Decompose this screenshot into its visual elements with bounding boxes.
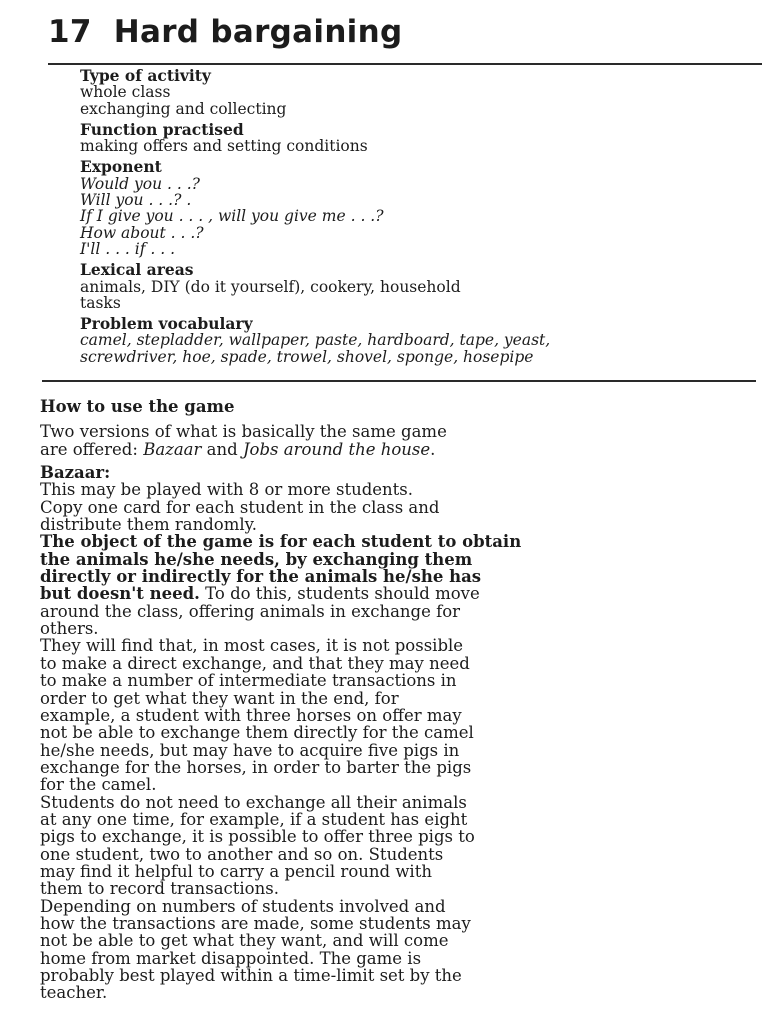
function-practised-line: making offers and setting conditions	[80, 137, 368, 156]
body-line: Students do not need to exchange all their animals	[40, 792, 467, 812]
body-line	[40, 585, 752, 602]
body-line: pigs to exchange, it is possible to offer three pigs to	[40, 827, 475, 847]
intro-end: .	[430, 439, 436, 459]
body-line: how the transactions are made, some students may	[40, 913, 471, 933]
body-lines-a	[40, 481, 752, 533]
type-of-activity-label: Type of activity	[80, 66, 211, 85]
intro-line	[40, 441, 752, 458]
body-line: may find it helpful to carry a pencil round with	[40, 861, 432, 881]
body-line: This may be played with 8 or more students.	[40, 480, 414, 500]
problem-vocabulary-line: camel, stepladder, wallpaper, paste, hardboard, tape, yeast,	[80, 331, 551, 350]
how-to-use-heading: How to use the game	[40, 397, 235, 416]
exponent-line: How about . . .?	[80, 223, 204, 242]
type-of-activity-section	[80, 68, 750, 117]
body-line: to make a number of intermediate transactions in	[40, 671, 457, 691]
body-line: distribute them randomly.	[40, 515, 257, 535]
top-divider	[48, 63, 762, 65]
chapter-heading	[48, 14, 402, 50]
body-line: them to record transactions.	[40, 879, 279, 899]
lexical-areas-line: tasks	[80, 293, 121, 312]
body-line: order to get what they want in the end, for	[40, 688, 399, 708]
body-line: The object of the game is for each student to obtain	[40, 532, 522, 552]
body-line: directly or indirectly for the animals he/she has	[40, 567, 482, 587]
body-line: not be able to get what they want, and will come	[40, 931, 449, 951]
exponent-line: If I give you . . . , will you give me . . .?	[80, 207, 384, 226]
game-title-jobs: Jobs around the house	[242, 439, 431, 459]
body-line: at any one time, for example, if a student has eight	[40, 809, 468, 829]
exponent-label: Exponent	[80, 157, 162, 177]
body-line: others.	[40, 619, 99, 639]
problem-vocabulary-section	[80, 316, 750, 365]
lexical-areas-section	[80, 262, 750, 311]
body-line: around the class, offering animals in exchange for	[40, 601, 461, 621]
how-to-use-section	[40, 398, 752, 1002]
chapter-number: 17	[48, 14, 92, 50]
body-line: home from market disappointed. The game is	[40, 948, 422, 968]
function-practised-section	[80, 119, 750, 156]
activity-summary	[80, 68, 750, 370]
body-line: to make a direct exchange, and that they may need	[40, 653, 470, 673]
body-line: for the camel.	[40, 775, 157, 795]
body-line: They will find that, in most cases, it is not possible	[40, 636, 464, 656]
function-practised-label: Function practised	[80, 119, 244, 139]
body-line: he/she needs, but may have to acquire five pigs in	[40, 740, 460, 760]
body-line: teacher.	[40, 983, 108, 1003]
section-divider	[42, 380, 756, 382]
type-of-activity-line: exchanging and collecting	[80, 99, 287, 118]
bold-tail: but doesn't need.	[40, 584, 200, 604]
intro-line: Two versions of what is basically the same game	[40, 422, 447, 442]
bazaar-label: Bazaar:	[40, 463, 111, 483]
exponent-section	[80, 159, 750, 257]
objective-lines	[40, 533, 752, 585]
intro-paragraph	[40, 423, 752, 458]
body-line: the animals he/she needs, by exchanging them	[40, 549, 473, 569]
chapter-title: Hard bargaining	[113, 14, 403, 50]
body-lines-b	[40, 603, 752, 1002]
type-of-activity-line: whole class	[80, 83, 171, 102]
exponent-line: I'll . . . if . . .	[80, 239, 176, 258]
body-line: one student, two to another and so on. Students	[40, 844, 444, 864]
lexical-areas-line: animals, DIY (do it yourself), cookery, household	[80, 277, 461, 296]
intro-prefix: are offered:	[40, 439, 144, 459]
body-line: Depending on numbers of students involved and	[40, 896, 446, 916]
problem-vocabulary-line: screwdriver, hoe, spade, trowel, shovel, sponge, hosepipe	[80, 347, 534, 366]
intro-and: and	[201, 439, 243, 459]
exponent-line: Would you . . .?	[80, 174, 200, 193]
body-line: exchange for the horses, in order to barter the pigs	[40, 757, 472, 777]
body-line: Copy one card for each student in the class and	[40, 497, 440, 517]
bold-tail-rest: To do this, students should move	[199, 584, 480, 604]
game-title-bazaar: Bazaar	[143, 439, 202, 459]
body-line: not be able to exchange them directly for the camel	[40, 723, 474, 743]
exponent-line: Will you . . .? .	[80, 191, 192, 210]
problem-vocabulary-label: Problem vocabulary	[80, 314, 253, 334]
body-line: probably best played within a time-limit set by the	[40, 966, 462, 985]
lexical-areas-label: Lexical areas	[80, 260, 194, 280]
body-line: example, a student with three horses on offer may	[40, 705, 462, 725]
